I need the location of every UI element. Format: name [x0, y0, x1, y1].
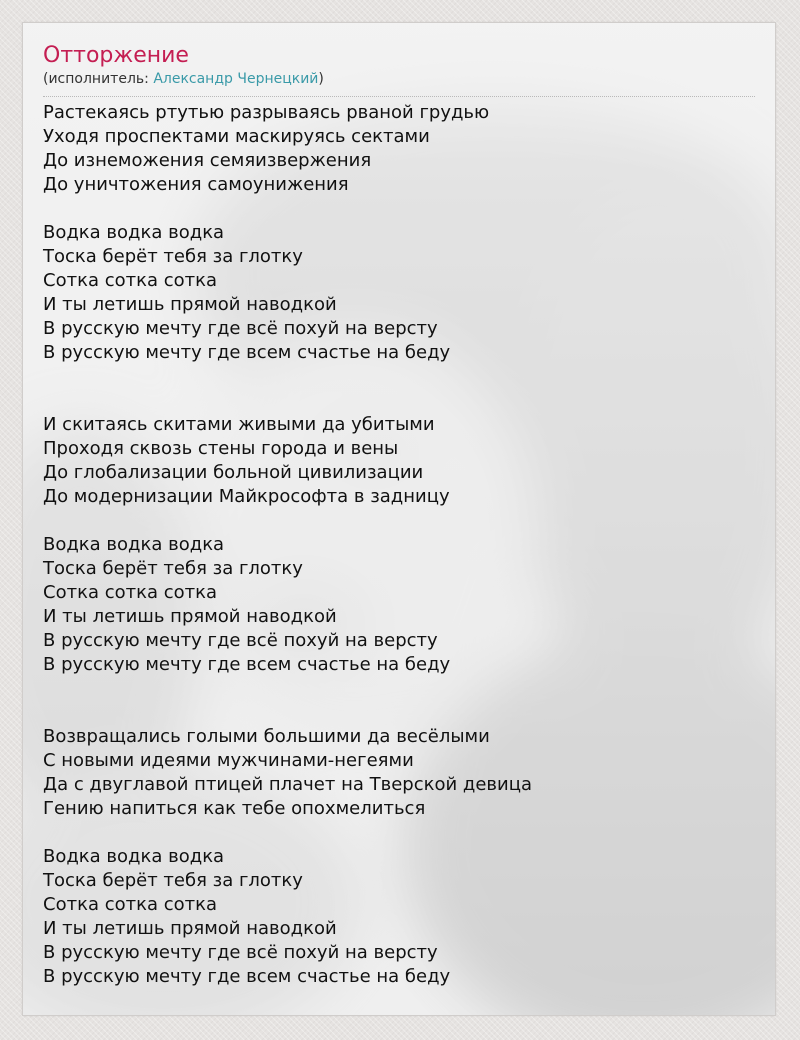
- lyrics-line: В русскую мечту где всё похуй на версту: [43, 318, 438, 339]
- artist-prefix: (исполнитель:: [43, 71, 154, 87]
- lyrics-line: И ты летишь прямой наводкой: [43, 294, 337, 315]
- lyrics-line: Сотка сотка сотка: [43, 270, 218, 291]
- song-title: Отторжение: [43, 43, 189, 68]
- lyrics-line: До модернизации Майкрософта в задницу: [43, 486, 450, 507]
- lyrics-line: С новыми идеями мужчинами-негеями: [43, 750, 414, 771]
- artist-link[interactable]: Александр Чернецкий: [153, 71, 319, 87]
- lyrics-line: Да с двуглавой птицей плачет на Тверской девица: [43, 774, 533, 795]
- lyrics-line: И ты летишь прямой наводкой: [43, 918, 337, 939]
- lyrics-blank-line: [43, 701, 755, 725]
- lyrics-line: До изнеможения семяизвержения: [43, 150, 372, 171]
- lyrics-line: Проходя сквозь стены города и вены: [43, 438, 399, 459]
- lyrics-line: И ты летишь прямой наводкой: [43, 606, 337, 627]
- lyrics-line: Водка водка водка: [43, 534, 225, 555]
- lyrics-line: Уходя проспектами маскируясь сектами: [43, 126, 430, 147]
- lyrics-blank-line: [43, 677, 755, 701]
- title-divider: [43, 96, 755, 97]
- lyrics-line: Тоска берёт тебя за глотку: [43, 246, 303, 267]
- lyrics-line: Тоска берёт тебя за глотку: [43, 558, 303, 579]
- lyrics-blank-line: [43, 509, 755, 533]
- lyrics-line: Возвращались голыми большими да весёлыми: [43, 726, 490, 747]
- lyrics-line: Сотка сотка сотка: [43, 894, 218, 915]
- lyrics-line: Сотка сотка сотка: [43, 582, 218, 603]
- lyrics-blank-line: [43, 821, 755, 845]
- lyrics-line: В русскую мечту где всем счастье на беду: [43, 342, 451, 363]
- lyrics-line: Гению напиться как тебе опохмелиться: [43, 798, 426, 819]
- lyrics-line: Тоска берёт тебя за глотку: [43, 870, 303, 891]
- lyrics-line: В русскую мечту где всем счастье на беду: [43, 654, 451, 675]
- lyrics-line: Водка водка водка: [43, 846, 225, 867]
- lyrics-line: В русскую мечту где всем счастье на беду: [43, 966, 451, 987]
- lyrics-blank-line: [43, 365, 755, 389]
- lyrics-card: [22, 22, 776, 1016]
- artist-suffix: ): [318, 71, 324, 87]
- song-content: [23, 23, 775, 989]
- lyrics-line: В русскую мечту где всё похуй на версту: [43, 942, 438, 963]
- lyrics-line: До уничтожения самоунижения: [43, 174, 349, 195]
- song-artist-line: [43, 70, 755, 88]
- lyrics-line: Водка водка водка: [43, 222, 225, 243]
- lyrics-blank-line: [43, 197, 755, 221]
- lyrics-line: В русскую мечту где всё похуй на версту: [43, 630, 438, 651]
- lyrics-text: [43, 101, 755, 989]
- lyrics-line: Растекаясь ртутью разрываясь рваной грудью: [43, 102, 490, 123]
- lyrics-line: И скитаясь скитами живыми да убитыми: [43, 414, 435, 435]
- lyrics-blank-line: [43, 389, 755, 413]
- lyrics-line: До глобализации больной цивилизации: [43, 462, 424, 483]
